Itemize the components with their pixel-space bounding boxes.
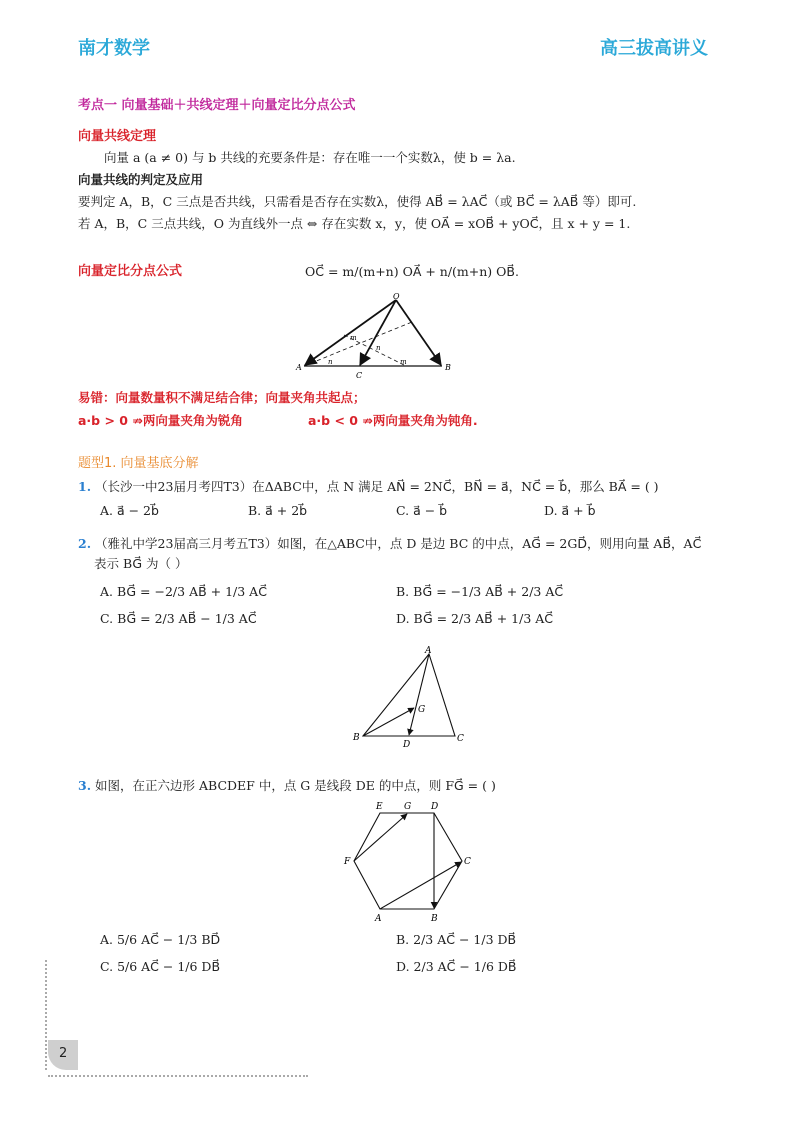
ratio-triangle-figure [290,290,460,380]
label-c: C [356,371,363,380]
label-a: A [375,914,382,924]
label-f: F [344,857,351,867]
q1-stem-row [78,479,659,495]
vector-ob [396,300,441,365]
label-e: E [376,802,383,812]
label-g: G [418,705,426,715]
q1-option-b[interactable]: B. a⃗ + 2b⃗ [248,503,308,518]
dashed-line-1 [304,322,412,366]
q3-stem-row [78,778,496,794]
q2-option-c[interactable]: C. BG⃗ = 2/3 AB⃗ − 1/3 AC⃗ [100,611,257,626]
warn-line1: 易错：向量数量积不满足结合律；向量夹角共起点； [78,390,366,405]
q3-option-d[interactable]: D. 2/3 AC⃗ − 1/6 DB⃗ [396,959,517,974]
label-a: A [425,646,432,656]
q3-option-c[interactable]: C. 5/6 AC⃗ − 1/6 DB⃗ [100,959,221,974]
vector-oa [305,300,396,365]
triangle-outline [363,654,455,736]
vector-bg [363,708,414,736]
label-b: B [353,733,360,743]
collinear-text: 向量 a (a ≠ 0) 与 b 共线的充要条件是：存在唯一一个实数λ，使 b = λa. [104,150,516,165]
q3-stem: 如图，在正六边形 ABCDEF 中，点 G 是线段 DE 的中点，则 FG⃗ = ( ) [95,778,496,793]
q3-option-b[interactable]: B. 2/3 AC⃗ − 1/3 DB⃗ [396,932,517,947]
q1-stem: （长沙一中23届月考四T3）在ΔABC中，点 N 满足 AN⃗ = 2NC⃗，BN⃗ = a⃗，NC⃗ = b⃗，那么 BA⃗ = ( ) [95,479,659,494]
triangle-abc-figure [345,642,475,750]
section-title: 考点一 向量基础＋共线定理＋向量定比分点公式 [78,98,356,113]
q2-option-b[interactable]: B. BG⃗ = −1/3 AB⃗ + 2/3 AC⃗ [396,584,564,599]
q2-number: 2. [78,536,92,551]
label-m-2: m [350,334,357,342]
q2-stem-1: （雅礼中学23届高三月考五T3）如图，在△ABC中，点 D 是边 BC 的中点，AG⃗ = 2GD⃗，则用向量 AB⃗，AC⃗ [95,536,702,551]
judge-line2: 若 A，B，C 三点共线，O 为直线外一点 ⇔ 存在实数 x，y，使 OA⃗ = xOB⃗ + yOC⃗，且 x + y = 1. [78,216,631,231]
page-number: 2 [59,1046,68,1061]
q2-option-a[interactable]: A. BG⃗ = −2/3 AB⃗ + 1/3 AC⃗ [100,584,267,599]
judge-line1: 要判定 A，B，C 三点是否共线，只需看是否存在实数λ，使得 AB⃗ = λAC⃗（或 BC⃗ = λAB⃗ 等）即可. [78,194,637,209]
footer-dotted-vertical [45,960,47,1070]
label-c: C [464,857,471,867]
judge-title: 向量共线的判定及应用 [78,172,204,187]
label-n-1: n [328,358,333,366]
q1-number: 1. [78,479,92,494]
q2-stem-2: 表示 BG⃗ 为（ ） [94,556,188,571]
collinear-title: 向量共线定理 [78,129,157,144]
q1-option-d[interactable]: D. a⃗ + b⃗ [544,503,596,518]
page-number-badge [48,1040,78,1070]
label-n-2: n [376,344,381,352]
label-o: O [393,292,400,301]
q2-stem-row [78,536,701,552]
q2-option-d[interactable]: D. BG⃗ = 2/3 AB⃗ + 1/3 AC⃗ [396,611,554,626]
vector-oc [360,300,396,365]
q1-option-c[interactable]: C. a⃗ − b⃗ [396,503,448,518]
q3-option-a[interactable]: A. 5/6 AC⃗ − 1/3 BD⃗ [100,932,221,947]
label-b: B [431,914,438,924]
vector-fg [354,814,407,861]
warn-line2b: a·b < 0 ⇏两向量夹角为钝角. [308,413,478,428]
label-g: G [404,802,412,812]
type1-title: 题型1. 向量基底分解 [78,456,199,471]
label-m-1: m [400,358,407,366]
label-d: D [431,802,439,812]
hexagon-figure [338,797,478,925]
hexagon-outline [354,813,462,909]
q1-option-a[interactable]: A. a⃗ − 2b⃗ [100,503,159,518]
label-b: B [445,363,451,372]
warn-line2a: a·b > 0 ⇏两向量夹角为锐角 [78,413,243,428]
label-c: C [457,734,464,744]
label-a: A [296,363,302,372]
q3-number: 3. [78,778,92,793]
footer-dotted-horizontal [48,1075,308,1077]
ratio-title: 向量定比分点公式 [78,264,183,279]
ratio-formula: OC⃗ = m/(m+n) OA⃗ + n/(m+n) OB⃗. [305,264,519,279]
label-d: D [403,740,411,750]
header-left-title: 南才数学 [78,38,150,59]
header-right-title: 高三拔高讲义 [600,38,708,59]
vector-ac [380,862,461,909]
